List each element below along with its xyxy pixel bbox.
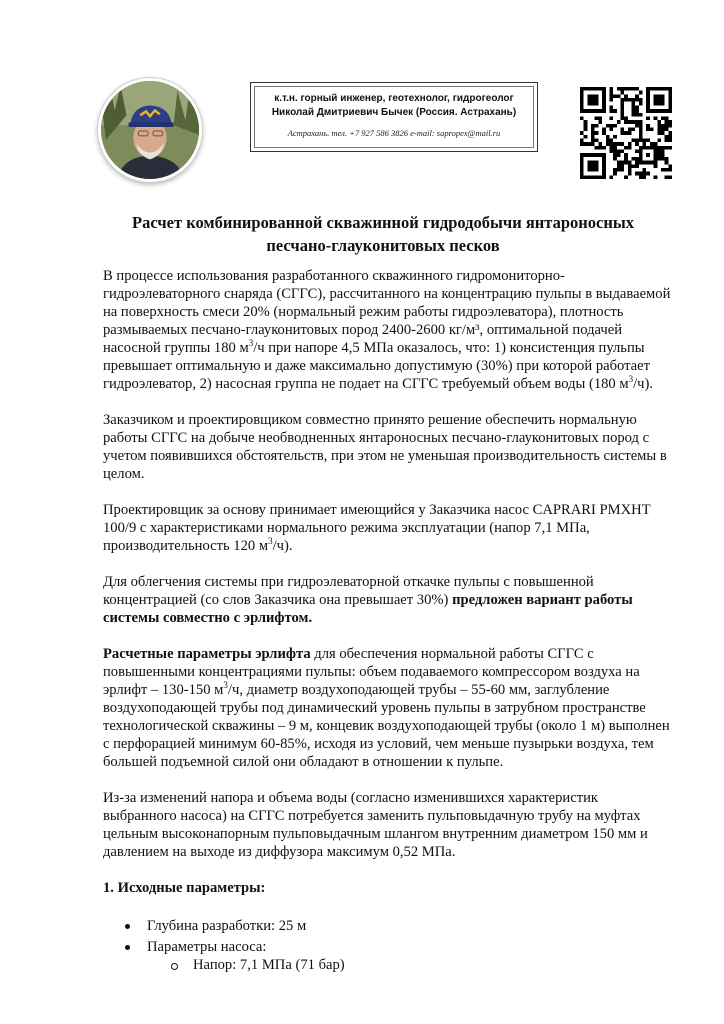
list-item-pump-label: Параметры насоса:: [147, 939, 267, 955]
paragraph-5: [103, 645, 675, 771]
p1-text-c: /ч).: [633, 376, 654, 392]
author-photo: [98, 78, 202, 182]
qr-code: [580, 87, 672, 179]
p5-text-b: /ч, диаметр воздухоподающей трубы – 55-60 мм, заглубление воздухоподающей трубы под динамический уровень пульпы в затрубном пространстве технологической скважины – 9 м, концевик воздухоподающей трубы (около 1 м) выполнен с перфорацией минимум 60-85%, исходя из условий, чем меньше пузырьки воздуха, тем большей подъемной силой они обладают в отношении к пульпе.: [103, 682, 670, 770]
section-heading-1: 1. Исходные параметры:: [103, 880, 266, 896]
document-body: [103, 267, 675, 977]
p4-bold: предложен вариант работы системы совместно с эрлифтом.: [103, 592, 633, 626]
params-list: [125, 917, 675, 974]
document-title: Расчет комбинированной скважинной гидродобычи янтароносных песчано-глауконитовых песков: [132, 213, 634, 255]
sublist-item-head: Напор: 7,1 МПа (71 бар): [171, 956, 675, 974]
paragraph-1: [103, 267, 675, 393]
author-header-box: [250, 82, 538, 152]
p5-sup: 3: [223, 680, 228, 691]
paragraph-3: [103, 501, 675, 555]
paragraph-4: [103, 573, 675, 627]
author-contact: Астрахань. тел. +7 927 586 3826 e-mail: sapropex@mail.ru: [287, 128, 501, 138]
qr-code-icon: [580, 87, 672, 179]
p5-bold: Расчетные параметры эрлифта: [103, 646, 311, 662]
p1-sup-2: 3: [628, 374, 634, 385]
p1-text-b: /ч при напоре 4,5 МПа оказалось, что: 1) консистенция пульпы превышает оптимальную и даже максимально допустимую (30%) при которой работает гидроэлеватор, 2) насосная группа не подает на СГГС требуемый объем воды (180 м: [103, 340, 651, 392]
p1-text-a: В процессе использования разработанного скважинного гидромониторно-гидроэлеваторного снаряда (СГГС), рассчитанного на концентрацию пульпы в выдаваемой на поверхность смеси 20% (нормальный режим работы гидроэлеватора), плотность размываемых песчано-глауконитовых пород 2400-2600 кг/м³, оптимальной подачей насосной группы 180 м: [103, 268, 671, 356]
p5-text-a: для обеспечения нормальной работы СГГС с повышенными концентрациями пульпы: объем подаваемого компрессором воздуха на эрлифт – 130-150 м: [103, 646, 640, 698]
author-name: Николай Дмитриевич Бычек (Россия. Астрахань): [271, 107, 517, 118]
list-item-depth: Глубина разработки: 25 м: [125, 917, 675, 935]
p1-sup-1: 3: [248, 338, 254, 349]
p4-text: Для облегчения системы при гидроэлеваторной откачке пульпы с повышенной концентрацией (со слов Заказчика она превышает 30%): [103, 574, 594, 608]
p3-text-b: /ч).: [272, 538, 293, 554]
author-header-inner: [254, 86, 534, 148]
p3-sup: 3: [268, 536, 273, 547]
author-portrait-image: [101, 81, 199, 179]
author-credentials: к.т.н. горный инженер, геотехнолог, гидрогеолог: [274, 93, 514, 104]
paragraph-2: Заказчиком и проектировщиком совместно принято решение обеспечить нормальную работы СГГС на добыче необводненных янтароносных песчано-глауконитовых пород с учетом появившихся обстоятельств, при этом не уменьшая производительность системы в целом.: [103, 412, 667, 482]
p3-text-a: Проектировщик за основу принимает имеющийся у Заказчика насос CAPRARI PMXHT 100/9 с характеристиками нормального режима эксплуатации (напор 7,1 МПа, производительность 120 м: [103, 502, 651, 554]
list-item-pump: [125, 938, 675, 974]
paragraph-6: Из-за изменений напора и объема воды (согласно изменившихся характеристик выбранного насоса) на СГГС потребуется заменить пульповыдачную трубу на муфтах цельным высоконапорным пульповыдачным шлангом внутренним диаметром 150 мм и давлением на выходе из диффузора максимум 0,52 МПа.: [103, 790, 648, 860]
pump-sublist: [171, 956, 675, 974]
